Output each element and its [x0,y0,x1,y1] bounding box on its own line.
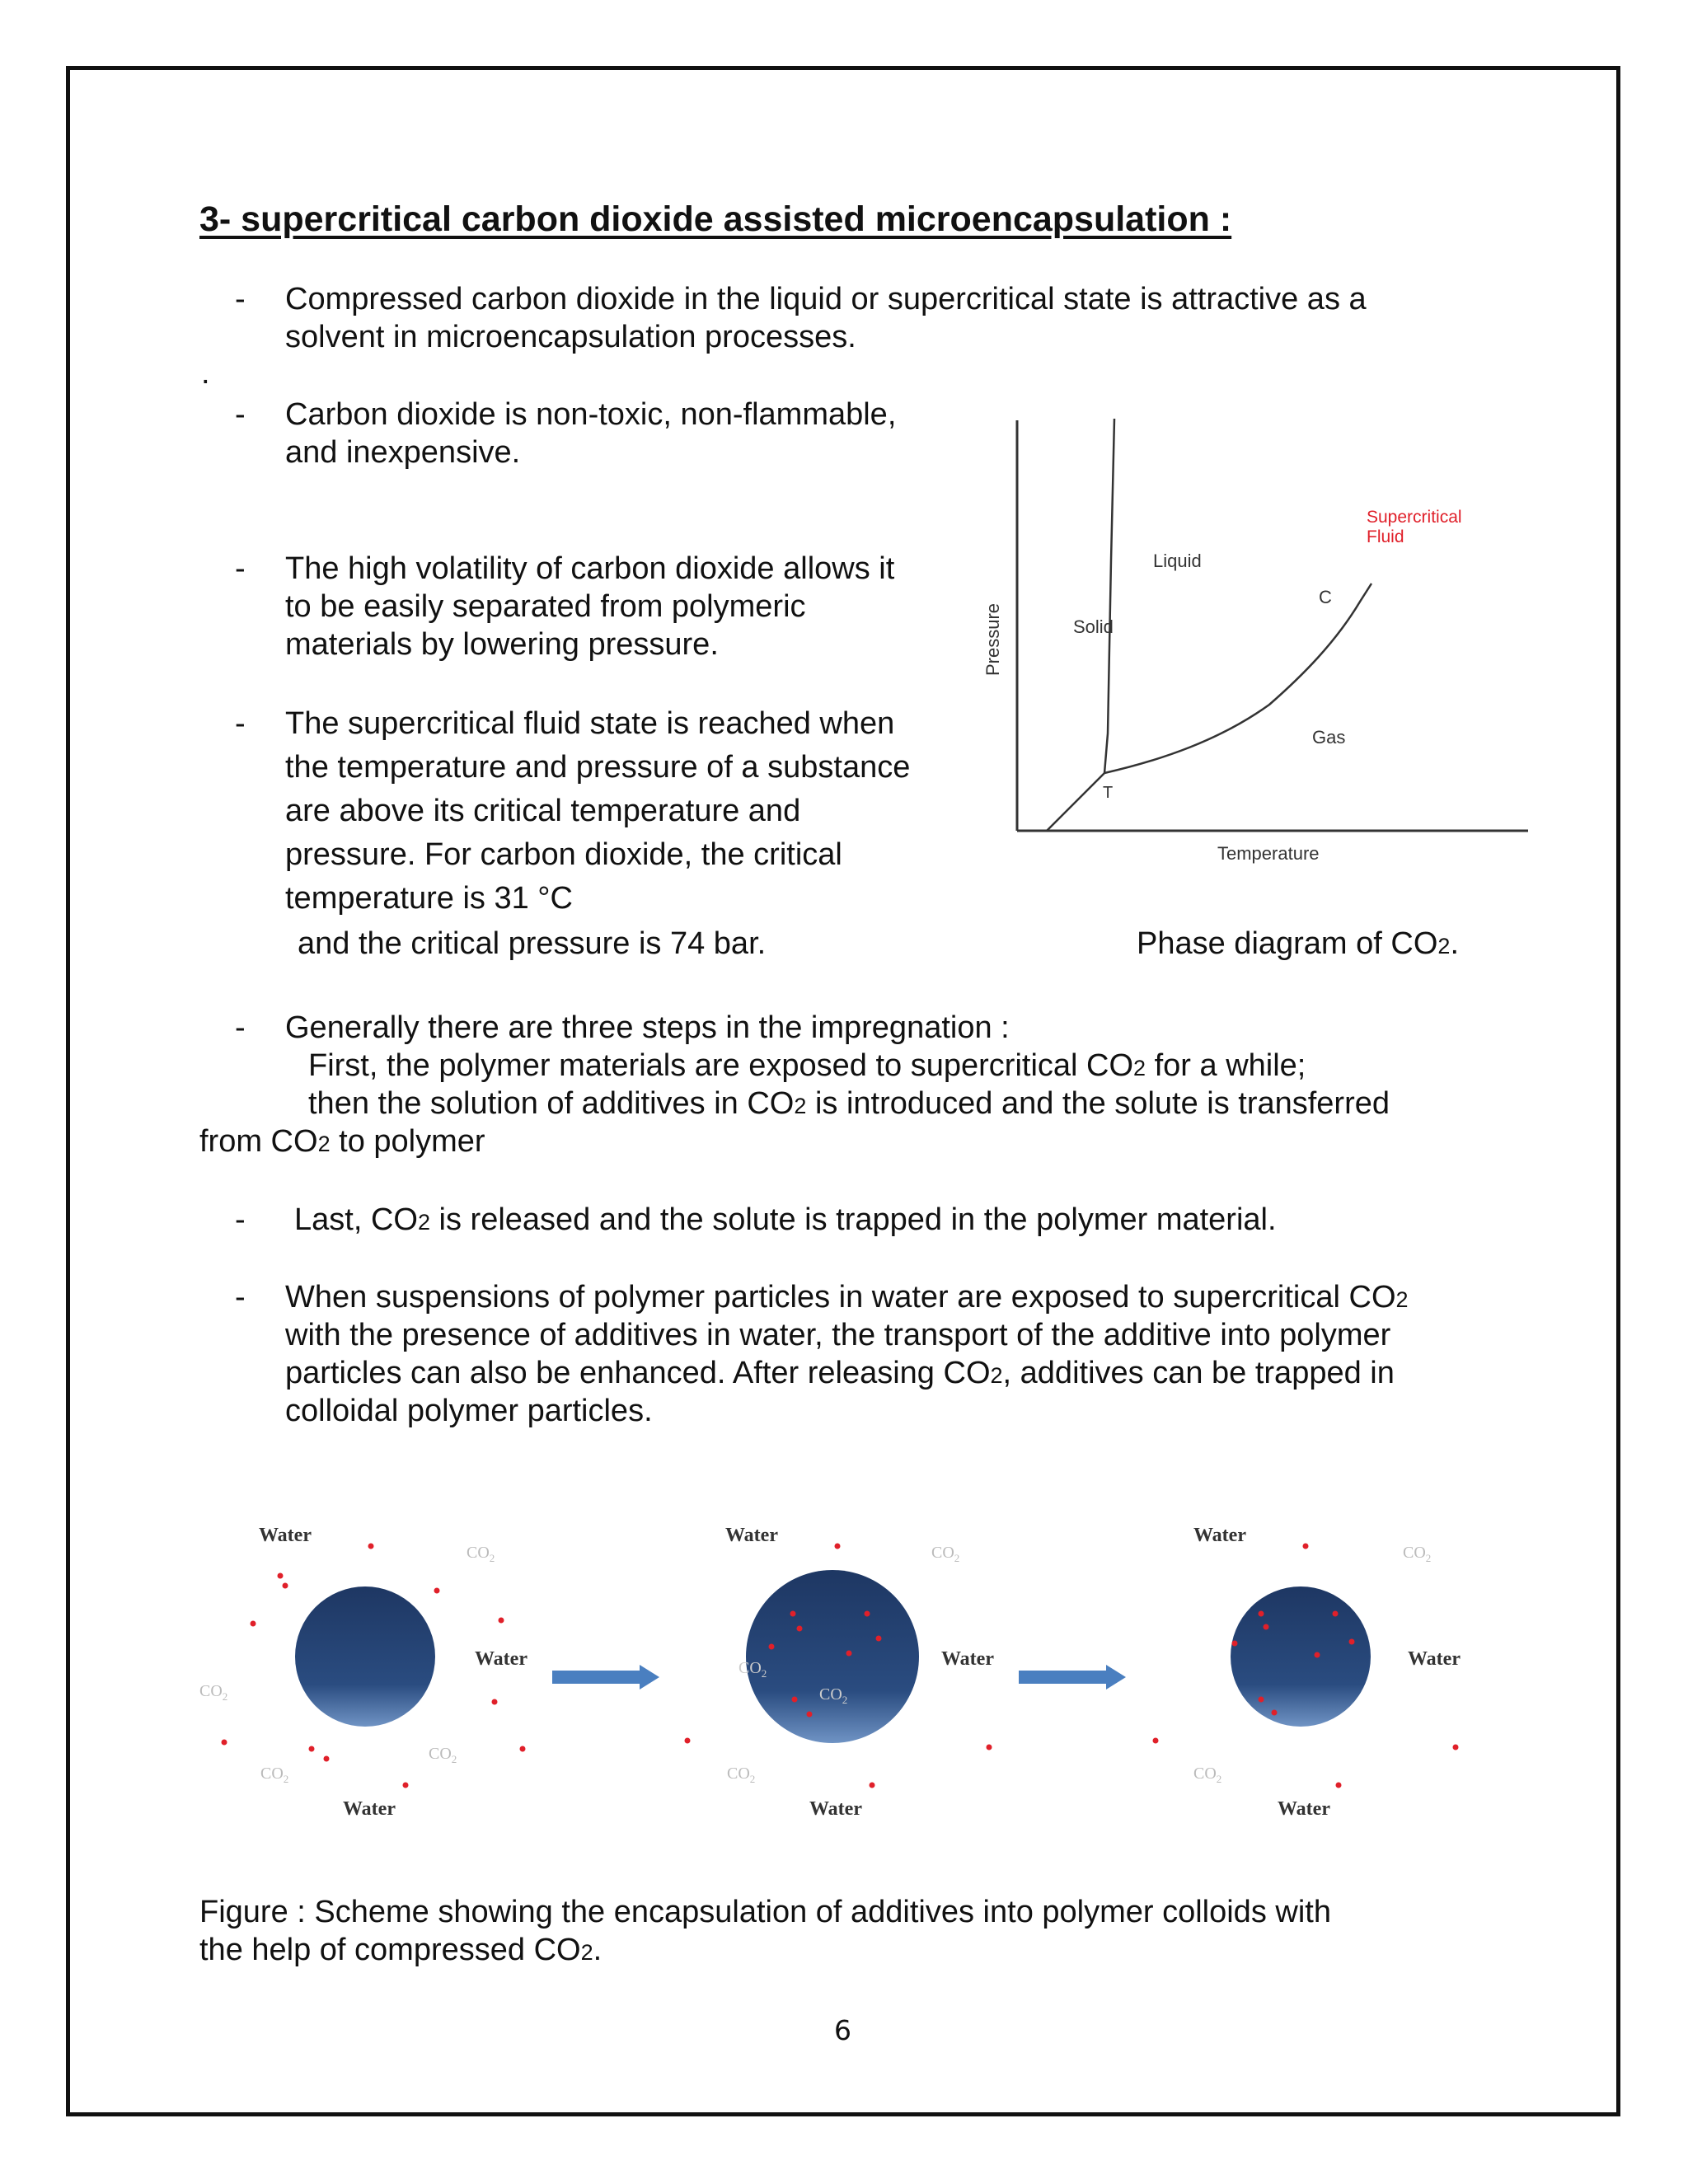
bullet-3-line-1: The high volatility of carbon dioxide allows it [285,551,895,586]
bullet-5-line-4 [199,1122,485,1163]
bullet-dash: - [235,706,246,741]
text-part: is released and the solute is trapped in the polymer material. [429,1202,1277,1237]
liquid-label: Liquid [1153,551,1202,571]
bullet-5-line-3 [308,1085,1390,1125]
water-label: Water [343,1798,396,1820]
co2-label: $CO_2$ [260,1765,289,1785]
page-number: 6 [834,2014,851,2046]
text-part: , additives can be trapped in [1002,1356,1395,1390]
co2-label: $CO_2$ [1403,1544,1432,1564]
water-label: Water [941,1648,994,1670]
figure-caption-line-2 [199,1931,602,1971]
subscript-2: 2 [1395,1287,1409,1312]
x-axis-label: Temperature [1217,843,1320,864]
supercritical-label-line-2: Fluid [1367,527,1404,546]
water-label: Water [475,1648,528,1670]
caption-period: . [1450,926,1459,961]
bullet-7-line-2: with the presence of additives in water, the transport of the additive into polymer [285,1318,1391,1352]
encapsulation-scheme [190,1508,1500,1838]
text-part: then the solution of additives in CO [308,1086,795,1121]
bullet-7-line-3 [285,1354,1395,1394]
bullet-1-line-2: solvent in microencapsulation processes. [285,320,856,354]
bullet-7-line-1 [285,1278,1409,1319]
text-part: the help of compressed CO [199,1933,581,1967]
water-label: Water [725,1525,778,1546]
scheme-panel-3 [1153,1525,1461,1820]
bullet-dash: - [235,282,246,316]
bullet-dash: - [235,1280,246,1315]
bullet-dash: - [235,1202,246,1237]
subscript-2: 2 [417,1210,430,1235]
scheme-panel-2 [685,1525,995,1820]
text-part: from CO [199,1124,318,1159]
bullet-4-line-2: the temperature and pressure of a substance [285,750,911,785]
subscript-2: 2 [580,1940,593,1965]
co2-label: $CO_2$ [1193,1765,1222,1785]
text-part: particles can also be enhanced. After releasing CO [285,1356,991,1390]
critical-point-label: C [1319,587,1332,607]
co2-label: $CO_2$ [738,1659,767,1680]
subscript-2: 2 [317,1132,331,1156]
scheme-panel-1 [199,1525,528,1820]
bullet-dash: - [235,397,246,432]
bullet-5-line-1: Generally there are three steps in the impregnation : [285,1010,1010,1045]
stray-dot: . [201,356,210,391]
bullet-4-line-4: pressure. For carbon dioxide, the critical [285,837,842,872]
sublimation-curve [1047,773,1104,831]
supercritical-label-line-1: Supercritical [1367,508,1462,527]
arrow-2 [1019,1665,1126,1690]
bullet-7-line-4: colloidal polymer particles. [285,1394,653,1428]
co2-label: $CO_2$ [429,1745,457,1765]
co2-label: $CO_2$ [931,1544,960,1564]
subscript-2: 2 [794,1094,807,1118]
text-part: is introduced and the solute is transferred [806,1086,1390,1121]
water-label: Water [1193,1525,1246,1546]
bullet-dash: - [235,1010,246,1045]
gas-label: Gas [1312,727,1346,748]
subscript-2: 2 [990,1363,1003,1388]
subscript-2: 2 [1133,1056,1146,1080]
swollen-polymer-particle [746,1570,919,1743]
co2-label: $CO_2$ [467,1544,495,1564]
co2-label: $CO_2$ [727,1765,756,1785]
text-part: to polymer [330,1124,485,1159]
subscript-2: 2 [1437,934,1451,958]
co2-label: $CO_2$ [819,1685,848,1706]
bullet-3-line-3: materials by lowering pressure. [285,627,719,662]
loaded-polymer-particle [1231,1586,1371,1727]
co2-label: $CO_2$ [199,1682,228,1703]
text-part: Last, CO [294,1202,418,1237]
bullet-4-line-6: and the critical pressure is 74 bar. [298,926,767,961]
water-label: Water [809,1798,862,1820]
bullet-4-line-1: The supercritical fluid state is reached when [285,706,895,741]
bullet-4-line-3: are above its critical temperature and [285,794,801,828]
phase-diagram [973,404,1533,865]
water-label: Water [1408,1648,1461,1670]
text-part: First, the polymer materials are exposed to supercritical CO [308,1048,1134,1083]
arrow-1 [552,1665,659,1690]
melting-curve [1104,419,1114,773]
polymer-particle [295,1586,435,1727]
water-label: Water [259,1525,312,1546]
y-axis-label: Pressure [982,602,1003,676]
section-heading: 3- supercritical carbon dioxide assisted microencapsulation : [199,199,1232,239]
bullet-4-line-5: temperature is 31 °C [285,881,573,916]
caption-text: Phase diagram of CO [1137,926,1438,961]
text-part: . [593,1933,603,1967]
bullet-3-line-2: to be easily separated from polymeric [285,589,806,624]
bullet-5-line-2 [308,1047,1306,1087]
bullet-2-line-1: Carbon dioxide is non-toxic, non-flammable, [285,397,897,432]
figure-caption-line-1: Figure : Scheme showing the encapsulation of additives into polymer colloids with [199,1895,1331,1929]
triple-point-label: T [1103,784,1114,802]
solid-label: Solid [1073,616,1114,637]
bullet-6-line-1 [294,1201,1277,1241]
text-part: for a while; [1146,1048,1306,1083]
phase-diagram-caption [1137,925,1459,965]
bullet-dash: - [235,551,246,586]
water-label: Water [1278,1798,1330,1820]
bullet-1-line-1: Compressed carbon dioxide in the liquid or supercritical state is attractive as a [285,282,1367,316]
bullet-2-line-2: and inexpensive. [285,435,521,470]
text-part: When suspensions of polymer particles in water are exposed to supercritical CO [285,1280,1396,1315]
